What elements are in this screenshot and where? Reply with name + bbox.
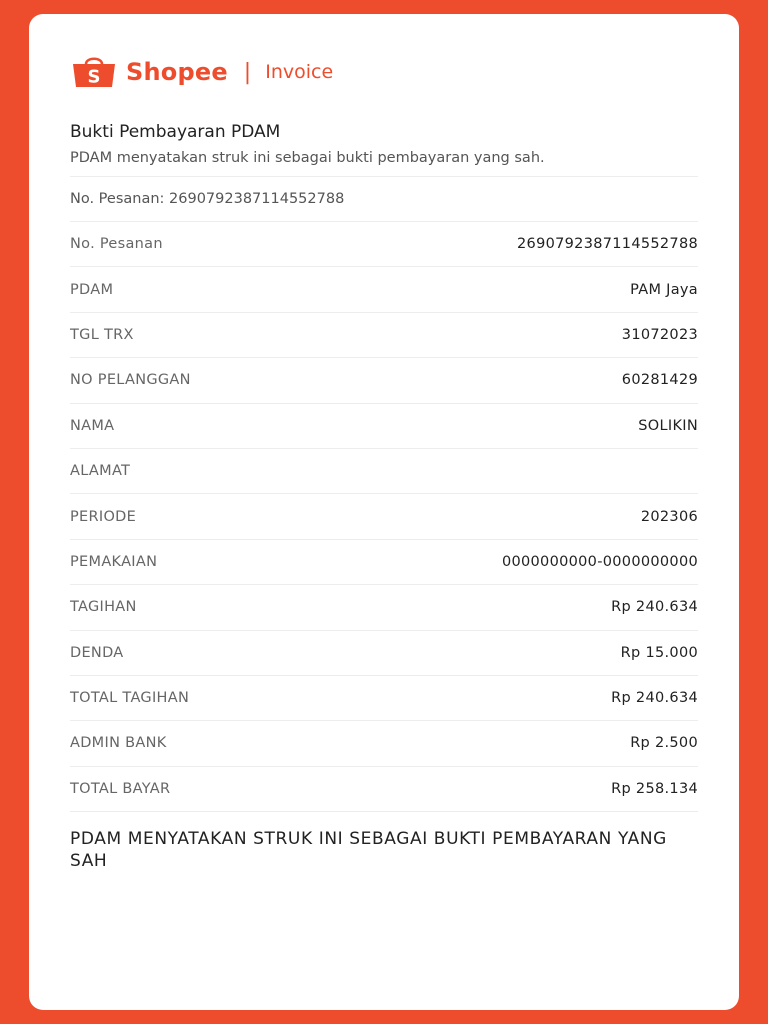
brand-name: Shopee [126, 58, 228, 86]
detail-label: TOTAL BAYAR [70, 780, 171, 797]
detail-label: TOTAL TAGIHAN [70, 690, 190, 707]
detail-row [70, 222, 698, 267]
detail-row [70, 449, 698, 494]
detail-value: 0000000000-0000000000 [501, 553, 698, 570]
detail-row [70, 313, 698, 358]
detail-row [70, 585, 698, 630]
receipt-title: Bukti Pembayaran PDAM [70, 122, 281, 142]
detail-label: TGL TRX [70, 326, 134, 343]
detail-label: NO PELANGGAN [70, 372, 191, 389]
detail-row [70, 358, 698, 403]
brand-section: Invoice [265, 61, 334, 83]
order-number-line: No. Pesanan: 2690792387114552788 [70, 177, 698, 222]
detail-label: NAMA [70, 417, 115, 434]
detail-row [70, 494, 698, 539]
detail-value: SOLIKIN [638, 417, 698, 434]
detail-row [70, 540, 698, 585]
detail-value: Rp 2.500 [630, 735, 698, 752]
detail-label: ALAMAT [70, 463, 131, 480]
svg-text:S: S [87, 66, 101, 88]
detail-value: PAM Jaya [630, 281, 698, 298]
detail-value: Rp 258.134 [611, 780, 698, 797]
detail-value: 2690792387114552788 [517, 236, 698, 253]
detail-row [70, 721, 698, 766]
detail-value: 60281429 [621, 372, 698, 389]
detail-value: 31072023 [621, 326, 698, 343]
detail-label: No. Pesanan [70, 236, 163, 253]
detail-label: PDAM [70, 281, 114, 298]
validity-note: PDAM MENYATAKAN STRUK INI SEBAGAI BUKTI PEMBAYARAN YANG SAH [70, 829, 667, 872]
detail-label: ADMIN BANK [70, 735, 167, 752]
shopee-bag-icon [70, 55, 118, 89]
detail-value: 202306 [640, 508, 698, 525]
detail-row [70, 631, 698, 676]
detail-label: DENDA [70, 644, 124, 661]
detail-label: TAGIHAN [70, 599, 137, 616]
detail-label: PEMAKAIAN [70, 553, 158, 570]
detail-label: PERIODE [70, 508, 137, 525]
detail-row [70, 676, 698, 721]
brand-header [70, 52, 698, 92]
receipt-details [70, 222, 698, 812]
receipt-subtitle: PDAM menyatakan struk ini sebagai bukti pembayaran yang sah. [70, 149, 698, 177]
detail-value: Rp 240.634 [611, 599, 698, 616]
detail-value: Rp 15.000 [620, 644, 698, 661]
detail-row [70, 404, 698, 449]
detail-row [70, 767, 698, 812]
invoice-card [29, 14, 739, 1010]
detail-value: Rp 240.634 [611, 690, 698, 707]
brand-divider: | [243, 59, 252, 85]
detail-row [70, 267, 698, 312]
